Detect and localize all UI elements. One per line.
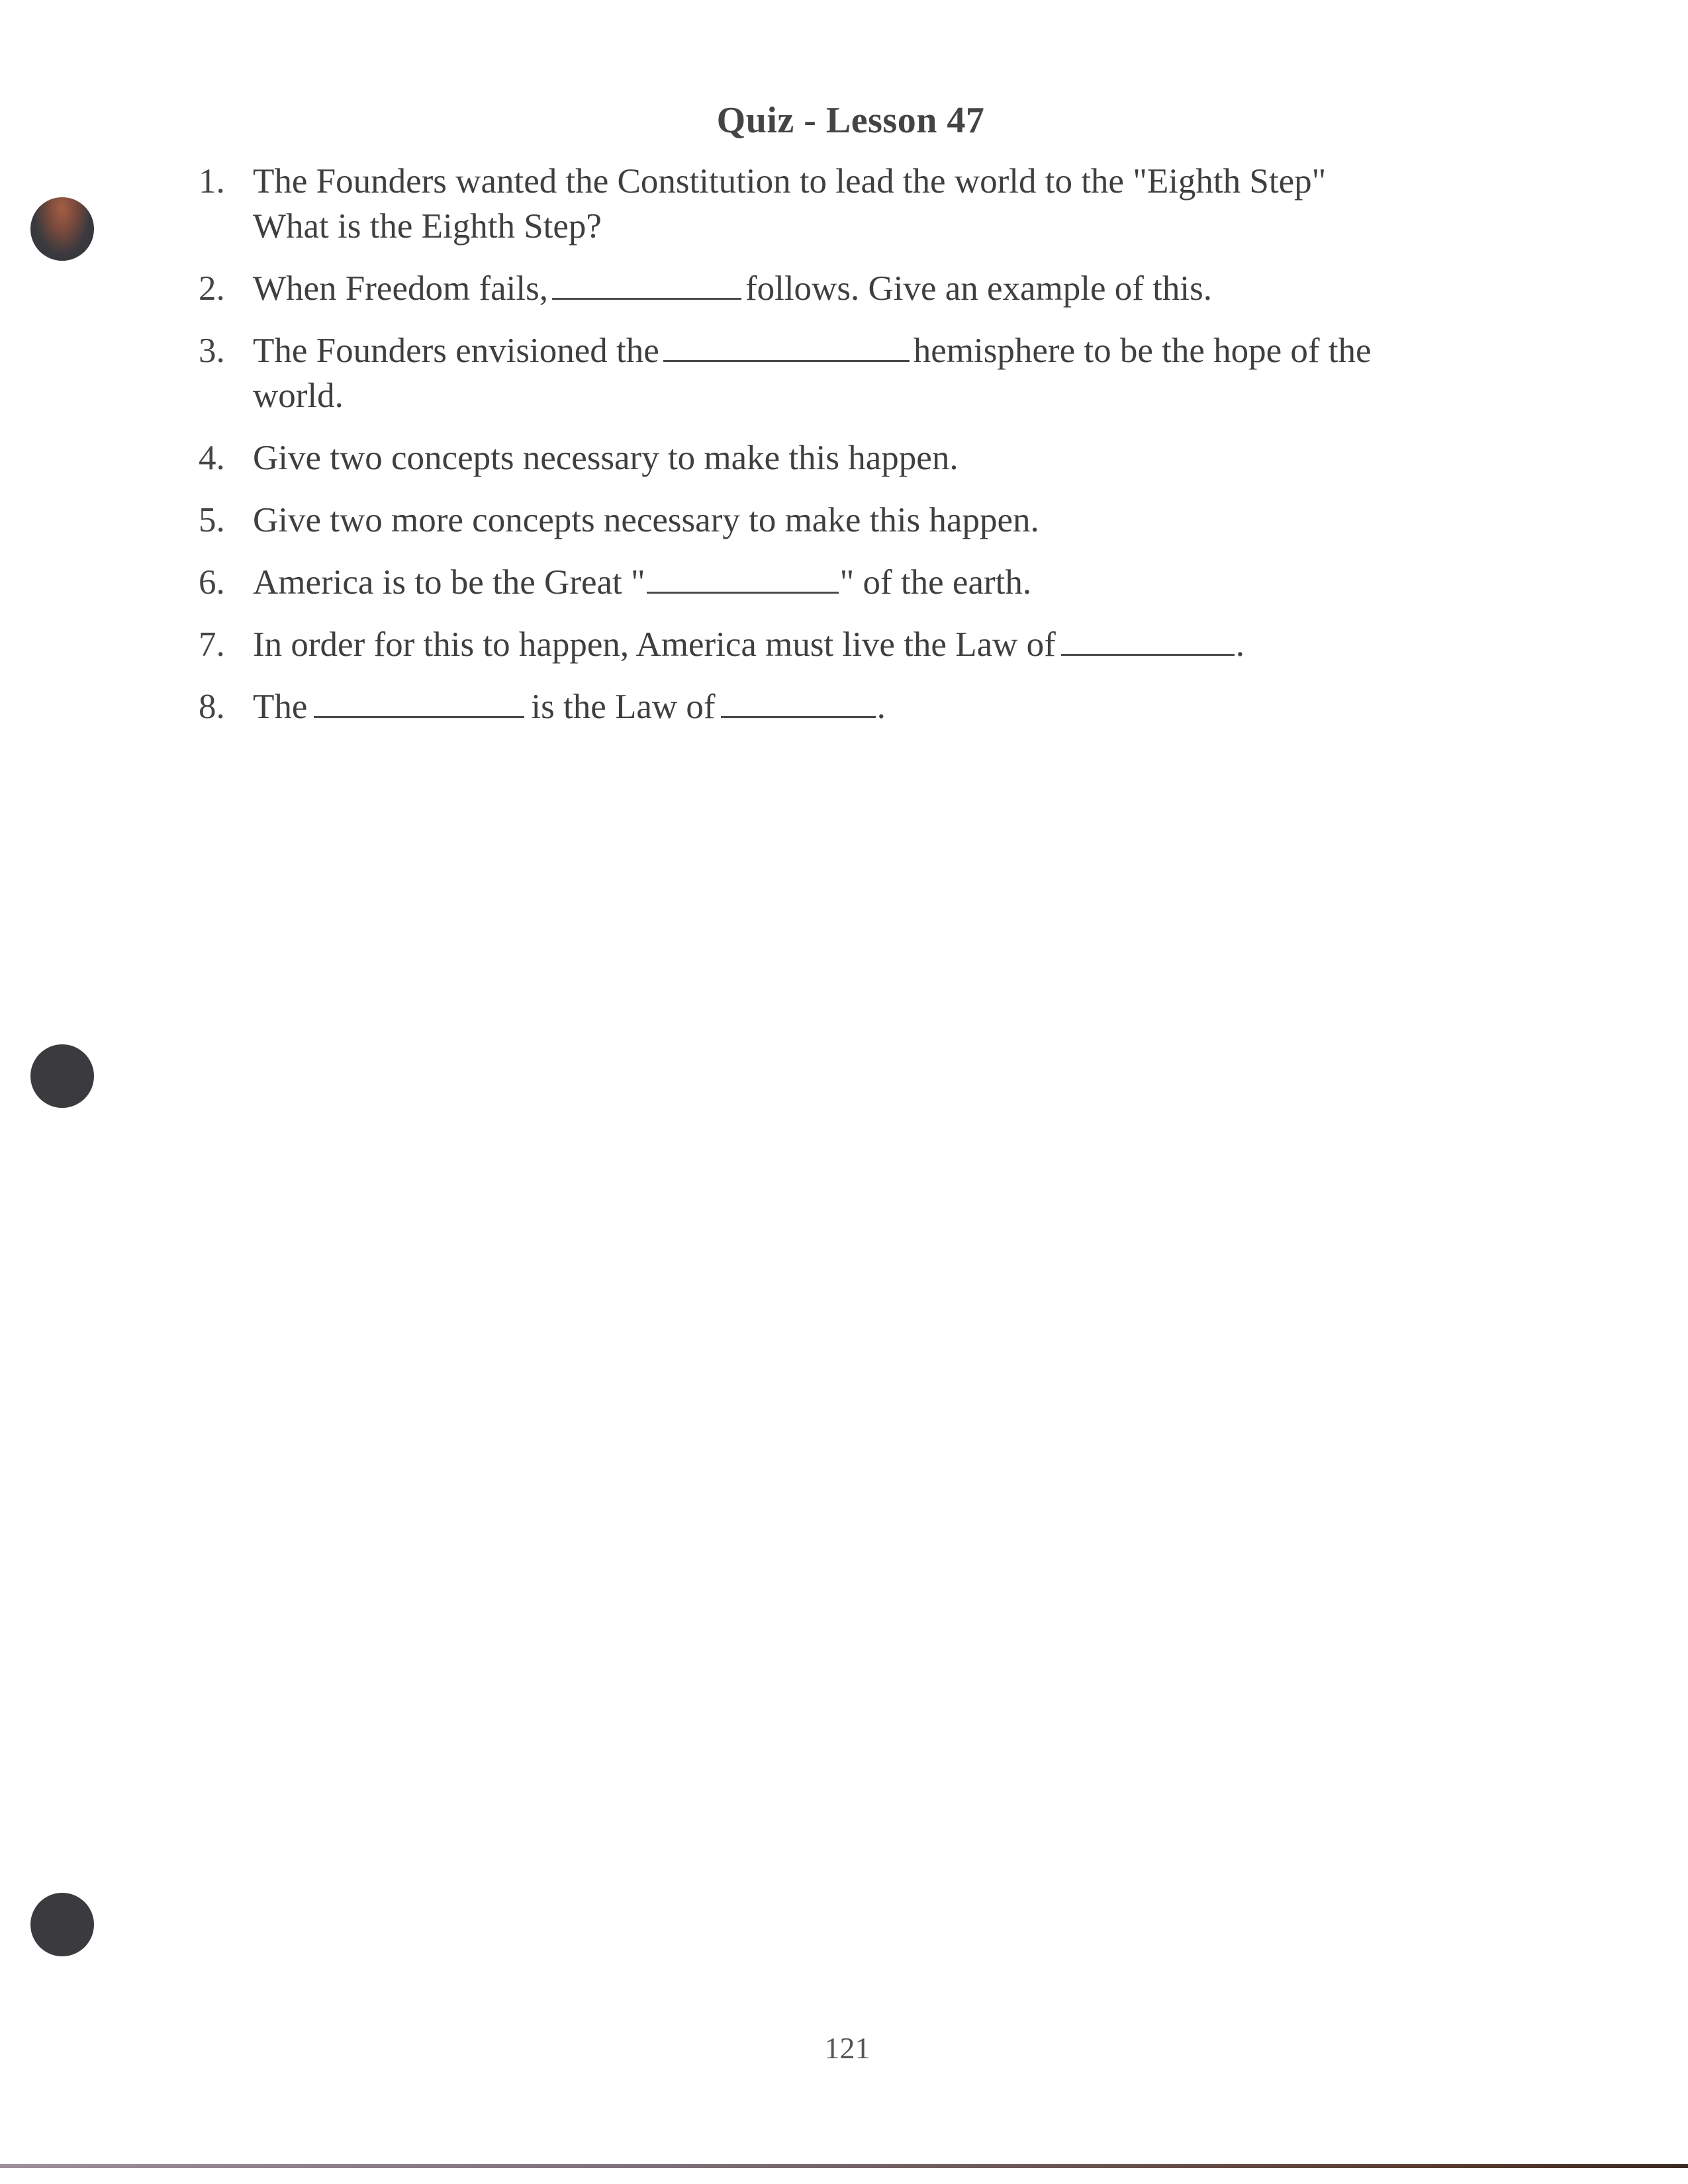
question-line: The Founders wanted the Constitution to lead the world to the "Eighth Step" <box>253 162 1327 201</box>
question-number: 1. <box>199 162 225 201</box>
question-number: 2. <box>199 269 225 308</box>
question-text: Give two concepts necessary to make this happen. <box>253 439 959 477</box>
question-number: 8. <box>199 688 225 726</box>
question-text-middle: is the Law of <box>531 688 716 726</box>
question-line: world. <box>253 377 344 415</box>
question-text-before: The <box>253 688 308 726</box>
answer-blank[interactable] <box>1061 623 1235 656</box>
question-1 <box>199 159 1523 249</box>
punch-hole-middle <box>30 1044 94 1108</box>
answer-blank[interactable] <box>663 330 910 362</box>
punch-hole-bottom <box>30 1893 94 1956</box>
question-line: What is the Eighth Step? <box>253 207 602 246</box>
question-2 <box>199 266 1523 311</box>
answer-blank[interactable] <box>314 686 524 718</box>
page-title: Quiz - Lesson 47 <box>716 100 985 141</box>
question-text: Give two more concepts necessary to make this happen. <box>253 501 1039 539</box>
question-text-before: America is to be the Great " <box>253 563 645 602</box>
question-3 <box>199 328 1523 418</box>
question-text-before: In order for this to happen, America must live the Law of <box>253 625 1056 664</box>
punch-hole-top <box>30 197 94 261</box>
question-number: 6. <box>199 563 225 602</box>
answer-blank[interactable] <box>552 267 741 300</box>
question-text <box>253 684 1523 729</box>
answer-blank[interactable] <box>647 561 839 594</box>
question-6 <box>199 560 1523 605</box>
question-5 <box>199 498 1523 543</box>
question-text-after: . <box>1235 625 1245 664</box>
question-list <box>199 159 1523 747</box>
question-text <box>253 266 1523 311</box>
question-7 <box>199 622 1523 667</box>
question-number: 4. <box>199 439 225 477</box>
question-text <box>253 328 1523 418</box>
question-number: 5. <box>199 501 225 539</box>
question-text-before: The Founders envisioned the <box>253 332 659 370</box>
question-4 <box>199 435 1523 480</box>
question-text <box>253 560 1523 605</box>
question-text-after: follows. Give an example of this. <box>745 269 1212 308</box>
question-text <box>253 622 1523 667</box>
question-text-after: hemisphere to be the hope of the <box>913 332 1372 370</box>
question-number: 7. <box>199 625 225 664</box>
page-bottom-edge <box>0 2164 1688 2168</box>
question-text-after: " of the earth. <box>839 563 1032 602</box>
question-text-after: . <box>876 688 886 726</box>
question-text-before: When Freedom fails, <box>253 269 548 308</box>
answer-blank[interactable] <box>721 686 876 718</box>
page-number: 121 <box>824 2031 870 2065</box>
question-number: 3. <box>199 332 225 370</box>
question-text <box>253 159 1523 249</box>
question-8 <box>199 684 1523 729</box>
